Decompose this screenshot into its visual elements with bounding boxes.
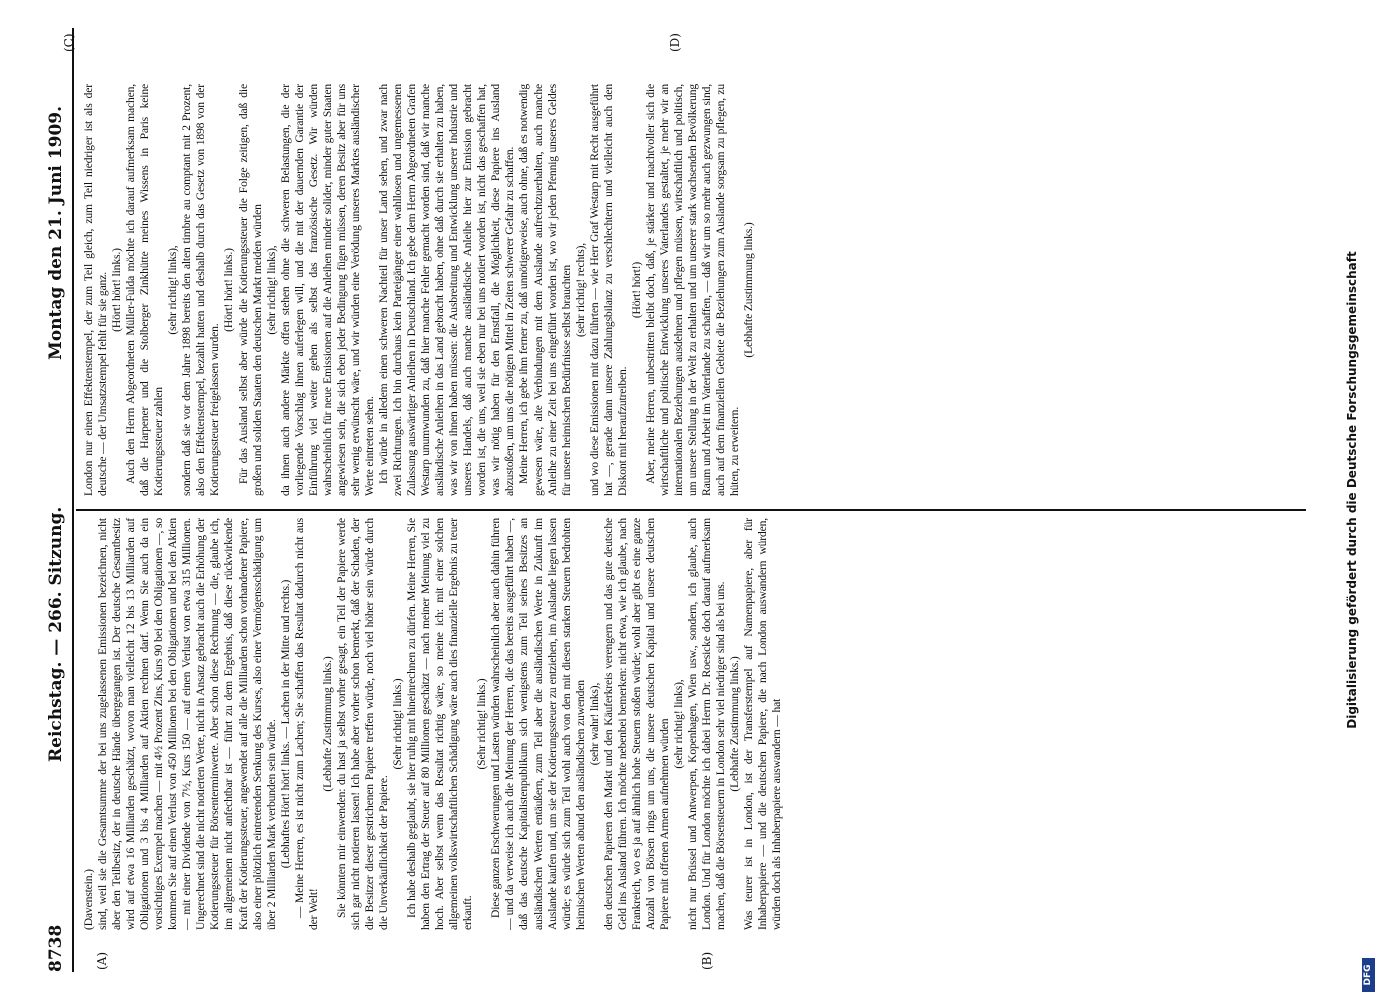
paragraph: Meine Herren, ich gebe ihm ferner zu, daß unnötigerweise, auch ohne, daß es notwendig gewesen wäre, alte Verbindungen mit dem Auslande aufrechtzuerhalten, auch manche Anleihe zu einer Zeit bei uns eingeführt worden ist, wo wir jeden Pfennig unseres Geldes für unsere heimischen Bedürfnisse selbst brauchten [517,84,573,496]
paragraph: Aber, meine Herren, unbestritten bleibt doch, daß, je stärker und machtvoller sich die wirtschaftliche und politische Entwicklung unseres Vaterlandes gestaltet, je mehr wir an internationalen Beziehungen ausdehnen und pflegen müssen, wirtschaftlich und politisch, um unsere Stellung in der Welt zu erhalten und um unserer stark wachsenden Bevölkerung Raum und Arbeit im Vaterlande zu schaffen, — daß wir um so mehr auch gezwungen sind, auch auf dem finanziellen Gebiete die Beziehungen zum Auslande sorgsam zu pflegen, zu hüten, zu erweitern. [643,84,742,496]
page-number: 8738 [46,924,66,972]
paragraph: und wo diese Emissionen mit dazu führten — wie Herr Graf Westarp mit Recht ausgeführt hat —, gerade dann unsere Zahlungsbilanz zu verschlechtern und vielleicht auch den Diskont mit heraufzutreiben. [587,84,629,496]
page-header [46,28,70,972]
margin-letter-d: (D) [668,33,682,52]
right-text-column [82,84,756,496]
paragraph: den deutschen Papieren den Markt und den Käuferkreis verengern und das gute deutsche Geld ins Ausland führen. Ich möchte nebenbei bemerken: nicht etwa, wie ich glaube, nach Frankreich, wo es ja auf ähnlich hohe Steuern stoßen würde; wohl aber gibt es eine ganze Anzahl von Börsen rings um uns, die unsere deutschen Kapital und unsere deutschen Papiere mit offenen Armen aufnehmen würden [601,518,671,930]
digitization-credit: Digitalisierung gefördert durch die Deutsche Forschungsgemeinschaft [1345,251,1359,729]
interjection: (sehr richtig! links), [166,245,180,335]
interjection: (Hört! hört! links.) [222,248,236,332]
interjection: (Lebhaftes Hört! hört! links. — Lachen in der Mitte und rechts.) [278,579,292,869]
interjection: (sehr richtig! links), [671,679,685,769]
paragraph: Was teurer ist in London, ist der Transferstempel auf Namenpapiere, aber für Inhaberpapiere — und die deutschen Papiere, die nach London auswandern würden, würden doch als Inhaberpapiere auswandern — hat [742,518,784,930]
header-rule [72,28,74,972]
margin-letter-b: (B) [700,951,714,970]
margin-letter-a: (A) [95,951,109,970]
paragraph: Ich würde in alledem einen schweren Nachteil für unser Land sehen, und zwar nach zwei Richtungen. Ich bin durchaus kein Parteigänger einer wahllosen und ungemessenen Zulassung auswärtiger Anleihen in Deutschland. Ich gebe dem Herrn Abgeordneten Grafen Westarp unumwunden zu, daß hier manche Fehler gemacht worden sind, daß wir manche ausländische Anleihen in das Land gebracht haben, ohne daß durch sie erhalten zu haben, was wir von ihnen haben müssen: die Ausbreitung und Entwicklung unserer Industrie und unseres Handels, daß auch manche ausländische Anleihe hier zur Emission gebracht worden ist, die uns, weil sie eben nur bei uns notiert worden ist, nicht das geschaffen hat, was wir nötig haben für den Ernstfall, die Möglichkeit, diese Papiere ins Ausland abzustoßen, um uns die nötigen Mittel in Zeiten schwerer Gefahr zu schaffen. [376,84,517,496]
header-left-title: Reichstag. — 266. Sitzung. [46,506,66,762]
paragraph: sondern daß sie vor dem Jahre 1898 bereits den alten timbre au comptant mit 2 Prozent, also den Effektenstempel, bezahlt hatten und deshalb durch das Gesetz von 1898 von der Kotierungssteuer freigelassen wurden. [180,84,222,496]
column-divider [76,510,1306,512]
interjection: (Hört! hört! links.) [110,248,124,332]
interjection: (Hört! hört!) [629,261,643,319]
interjection: (Sehr richtig! links.) [475,678,489,770]
paragraph: Auch den Herrn Abgeordneten Müller-Fulda möchte ich darauf aufmerksam machen, daß die Harpener und die Stolberger Zinkhütte meines Wissens in Paris keine Kotierungssteuer zahlen [124,84,166,496]
header-right-title: Montag den 21. Juni 1909. [46,105,66,360]
paragraph: Diese ganzen Erschwerungen und Lasten würden wahrscheinlich aber auch dahin führen — und da verweise ich auch die Meinung der Herren, die das bereits ausgeführt haben —, daß das deutsche Kapitalistenpublikum sich wenigstens zum Teil seines Besitzes an ausländischen Werten entäußern, zum Teil aber die ausländischen Werte in Zukunft im Auslande kaufen und, um sie der Kotierungssteuer zu entziehen, im Auslande liegen lassen würde; es würde sich zum Teil wohl auch von den mit diesen starken Steuern bedrohten heimischen Werten abund den ausländischen zuwenden [489,518,587,930]
interjection: (Lebhafte Zustimmung links.) [728,656,742,792]
paragraph: London nur einen Effektenstempel, der zum Teil gleich, zum Teil niedriger ist als der deutsche — der Umsatzstempel fehlt für sie ganz. [82,84,110,496]
paragraph: Sie könnten mir einwenden: du hast ja selbst vorher gesagt, ein Teil der Papiere werde sich gar nicht notieren lassen! Ich habe aber vorher schon bemerkt, daß der Schaden, der die Besitzer dieser gestrichenen Papiere treffen würde, noch viel höher sein würde durch die Unverkäuflichkeit der Papiere. [334,518,390,930]
paragraph: sind, weil sie die Gesamtsumme der bei uns zugelassenen Emissionen bezeichnen, nicht aber den Teilbesitz, der in deutsche Hände übergegangen ist. Der deutsche Gesamtbesitz wird auf etwa 16 Milliarden geschätzt, wovon man vielleicht 12 bis 13 Milliarden auf Obligationen und 3 bis 4 Milliarden auf Aktien rechnen darf. Wenn Sie auch da ein vorsichtiges Exempel machen — mit 4½ Prozent Zins, Kurs 90 bei den Obligationen —, so kommen Sie auf einen Verlust von 450 Millionen bei den Obligationen und bei den Aktien — mit einer Dividende von 7½, Kurs 150 — auf einen Verlust von etwa 315 Millionen. Ungerechnet sind die nicht notierten Werte, nicht in Ansatz gebracht auch die Erhöhung der Kotierungssteuer für Börsenterminwerte. Aber schon diese Rechnung — die, glaube ich, im allgemeinen nicht anfechtbar ist — führt zu dem Ergebnis, daß diese rückwirkende Kraft der Kotierungssteuer, angewendet auf alle die Milliarden schon vorhandener Papiere, also einer plötzlich eintretenden Senkung des Kurses, also einer Vermögensschädigung um über 2 Milliarden Mark verbunden sein würde. [96,518,278,930]
interjection: (sehr richtig! rechts), [573,242,587,338]
interjection: (Sehr richtig! links.) [391,678,405,770]
dfg-logo: DFG [1362,958,1375,992]
paragraph: nicht nur Brüssel und Antwerpen, Kopenhagen, Wien usw., sondern, ich glaube, auch London. Und für London möchte ich dabei Herrn Dr. Roesicke doch darauf aufmerksam machen, daß die Börsensteuern in London sehr viel niedriger sind als bei uns. [686,518,728,930]
interjection: (Lebhafte Zustimmung links.) [742,222,756,358]
paragraph: da ihnen auch andere Märkte offen stehen ohne die schweren Belastungen, die der vorliegende Vorschlag ihnen auferlegen will, und die mit der dauernden Garantie der Einführung viel weiter gehen als selbst das französische Gesetz. Wir würden wahrscheinlich für neue Emissionen auf die Anleihen minder solider, minder guter Staaten angewiesen sein, die sich eben jeder Bedingung fügen müssen, deren Besitz aber für uns sehr wenig erwünscht wäre, und wir würden eine Verödung unseres Marktes ausländischer Werte eintreten sehen. [278,84,376,496]
paragraph: Ich habe deshalb geglaubt, sie hier ruhig mit hineinrechnen zu dürfen. Meine Herren, Sie haben den Ertrag der Steuer auf 80 Millionen geschätzt — nach meiner Meinung viel zu hoch. Aber selbst wenn das Resultat richtig wäre, so meine ich: mit einer solchen allgemeinen volkswirtschaftlichen Schädigung wäre auch dies finanzielle Ergebnis zu teuer erkauft. [405,518,475,930]
interjection: (Lebhafte Zustimmung links.) [320,656,334,792]
paragraph: Für das Ausland selbst aber würde die Kotierungssteuer die Folge zeitigen, daß die großen und soliden Staaten den deutschen Markt meiden würden [236,84,264,496]
interjection: (sehr wahr! links), [587,682,601,766]
margin-letter-c: (C) [62,33,76,52]
interjection: (sehr richtig! links), [264,245,278,335]
paragraph: — Meine Herren, es ist nicht zum Lachen; Sie schaffen das Resultat dadurch nicht aus der Welt! [292,518,320,930]
left-text-column [82,518,784,930]
paragraph: (Davenstein.) [82,869,95,930]
